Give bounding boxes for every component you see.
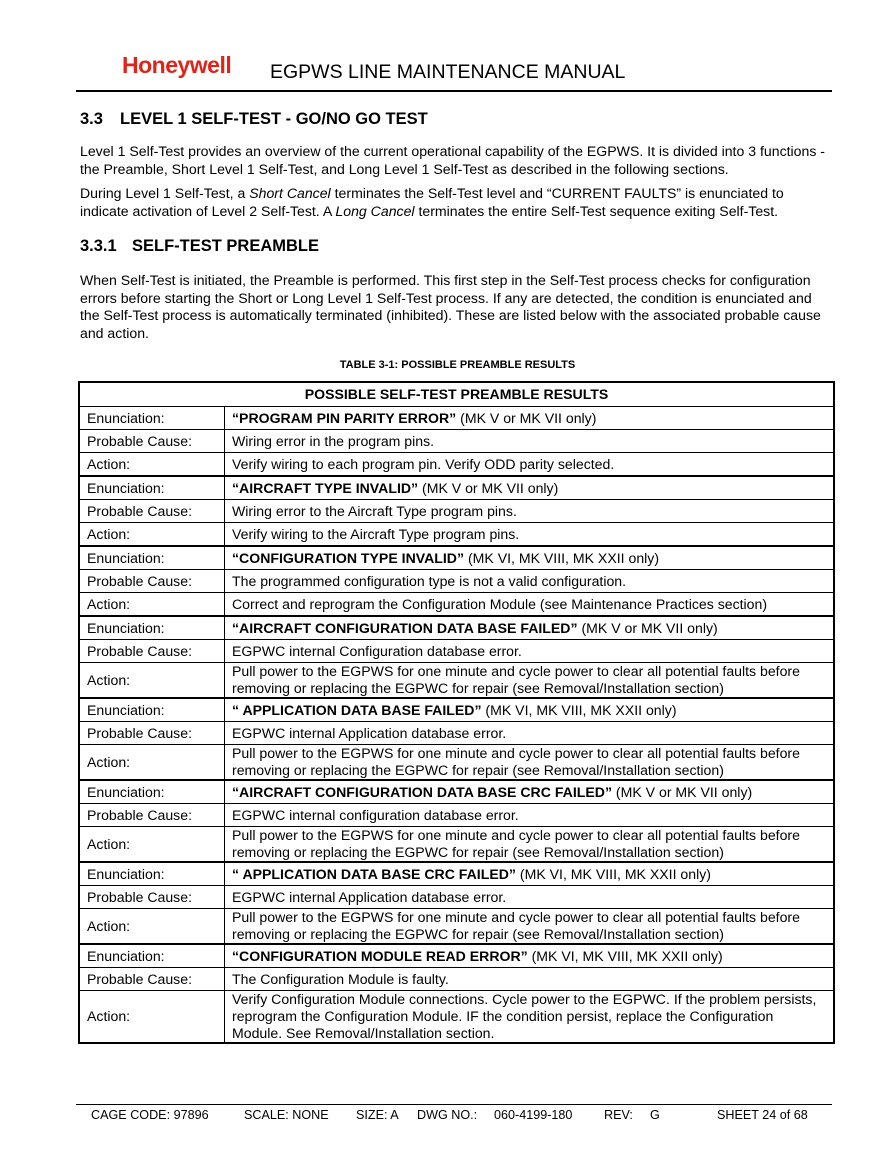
probable-cause-label: Probable Cause: [79, 968, 225, 991]
subsection-number: 3.3.1 [80, 237, 117, 255]
cage-code: CAGE CODE: 97896 [91, 1108, 209, 1122]
probable-cause-value: The Configuration Module is faulty. [225, 968, 835, 991]
probable-cause-value: EGPWC internal configuration database error. [225, 804, 835, 827]
para2-text-c: terminates the entire Self-Test sequence exiting Self-Test. [414, 202, 779, 219]
dwg-label: DWG NO.: [417, 1108, 478, 1122]
probable-cause-value: The programmed configuration type is not a valid configuration. [225, 570, 835, 593]
probable-cause-row [79, 968, 834, 991]
enunciation-message: “CONFIGURATION MODULE READ ERROR” [232, 947, 528, 964]
probable-cause-row [79, 722, 834, 745]
enunciation-label: Enunciation: [79, 780, 225, 804]
enunciation-message: “AIRCRAFT CONFIGURATION DATA BASE CRC FAILED” [232, 783, 612, 800]
enunciation-label: Enunciation: [79, 944, 225, 968]
size: SIZE: A [356, 1108, 399, 1122]
action-row [79, 909, 834, 945]
probable-cause-value: Wiring error in the program pins. [225, 430, 835, 453]
page-footer [76, 1104, 832, 1122]
probable-cause-label: Probable Cause: [79, 430, 225, 453]
probable-cause-label: Probable Cause: [79, 640, 225, 663]
action-row [79, 523, 834, 547]
table-body [79, 407, 834, 1044]
rev-value: G [650, 1108, 660, 1122]
applicable-models: (MK V or MK VII only) [418, 479, 559, 496]
applicable-models: (MK V or MK VII only) [577, 619, 718, 636]
action-label: Action: [79, 663, 225, 699]
section-paragraph-2 [80, 185, 830, 220]
applicable-models: (MK VI, MK VIII, MK XXII only) [464, 549, 660, 566]
enunciation-value [225, 780, 835, 804]
scale: SCALE: NONE [244, 1108, 329, 1122]
manual-title: EGPWS LINE MAINTENANCE MANUAL [270, 61, 626, 83]
enunciation-row [79, 407, 834, 430]
action-label: Action: [79, 523, 225, 547]
honeywell-logo: Honeywell [122, 52, 232, 78]
probable-cause-label: Probable Cause: [79, 500, 225, 523]
rev-label: REV: [604, 1108, 633, 1122]
section-number: 3.3 [80, 110, 103, 128]
action-value: Verify Configuration Module connections. Cycle power to the EGPWC. If the problem persists, reprogram the Configuration Module. IF the condition persist, replace the Configuration Module. See Removal/Installation section. [225, 991, 835, 1044]
action-row [79, 453, 834, 477]
action-row [79, 745, 834, 781]
enunciation-message: “AIRCRAFT CONFIGURATION DATA BASE FAILED” [232, 619, 578, 636]
action-row [79, 991, 834, 1044]
probable-cause-value: EGPWC internal Application database error. [225, 886, 835, 909]
enunciation-value [225, 862, 835, 886]
section-paragraph-1: Level 1 Self-Test provides an overview of the current operational capability of the EGPWS. It is divided into 3 functions - the Preamble, Short Level 1 Self-Test, and Long Level 1 Self-Test as described in the following sections. [80, 143, 825, 177]
action-value: Pull power to the EGPWS for one minute and cycle power to clear all potential faults before removing or replacing the EGPWC for repair (see Removal/Installation section) [225, 909, 835, 945]
action-label: Action: [79, 745, 225, 781]
section-title: LEVEL 1 SELF-TEST - GO/NO GO TEST [120, 110, 428, 128]
probable-cause-label: Probable Cause: [79, 804, 225, 827]
enunciation-value [225, 476, 835, 500]
applicable-models: (MK V or MK VII only) [456, 409, 597, 426]
probable-cause-value: Wiring error to the Aircraft Type program pins. [225, 500, 835, 523]
enunciation-value [225, 616, 835, 640]
applicable-models: (MK VI, MK VIII, MK XXII only) [527, 947, 723, 964]
action-value: Pull power to the EGPWS for one minute and cycle power to clear all potential faults before removing or replacing the EGPWC for repair (see Removal/Installation section) [225, 745, 835, 781]
table-header: POSSIBLE SELF-TEST PREAMBLE RESULTS [79, 382, 834, 407]
enunciation-value [225, 546, 835, 570]
enunciation-label: Enunciation: [79, 616, 225, 640]
enunciation-row [79, 944, 834, 968]
action-label: Action: [79, 909, 225, 945]
enunciation-value [225, 407, 835, 430]
subsection-paragraph: When Self-Test is initiated, the Preamble is performed. This first step in the Self-Test process checks for configuration errors before starting the Short or Long Level 1 Self-Test process. If any are detected, the condition is enunciated and the Self-Test process is automatically terminated (inhibited). These are listed below with the associated probable cause and action. [80, 272, 821, 341]
para2-text-b: terminates the Self-Test level and “CURRENT FAULTS” is enunciated to indicate activation of Level 2 Self-Test. A [80, 185, 784, 219]
enunciation-value [225, 698, 835, 722]
probable-cause-row [79, 500, 834, 523]
enunciation-label: Enunciation: [79, 698, 225, 722]
action-row [79, 593, 834, 617]
enunciation-message: “CONFIGURATION TYPE INVALID” [232, 549, 465, 566]
enunciation-message: “ APPLICATION DATA BASE FAILED” [232, 701, 482, 718]
long-cancel-term: Long Cancel [335, 202, 415, 219]
dwg-number: 060-4199-180 [494, 1108, 573, 1122]
action-row [79, 663, 834, 699]
enunciation-row [79, 546, 834, 570]
action-value: Verify wiring to each program pin. Verify ODD parity selected. [225, 453, 835, 477]
action-label: Action: [79, 453, 225, 477]
probable-cause-value: EGPWC internal Configuration database error. [225, 640, 835, 663]
probable-cause-row [79, 804, 834, 827]
probable-cause-row [79, 430, 834, 453]
probable-cause-label: Probable Cause: [79, 722, 225, 745]
enunciation-row [79, 476, 834, 500]
probable-cause-row [79, 886, 834, 909]
section-heading [80, 110, 830, 129]
preamble-results-table [78, 381, 835, 1044]
applicable-models: (MK VI, MK VIII, MK XXII only) [515, 865, 711, 882]
action-row [79, 827, 834, 863]
probable-cause-row [79, 570, 834, 593]
table-caption: TABLE 3-1: POSSIBLE PREAMBLE RESULTS [339, 359, 576, 371]
sheet-number: SHEET 24 of 68 [717, 1108, 808, 1122]
subsection-heading [80, 237, 830, 256]
action-value: Pull power to the EGPWS for one minute and cycle power to clear all potential faults before removing or replacing the EGPWC for repair (see Removal/Installation section) [225, 663, 835, 699]
probable-cause-label: Probable Cause: [79, 886, 225, 909]
page-header [76, 52, 832, 92]
main-content [80, 110, 830, 342]
enunciation-message: “ APPLICATION DATA BASE CRC FAILED” [232, 865, 516, 882]
short-cancel-term: Short Cancel [249, 185, 331, 201]
action-label: Action: [79, 827, 225, 863]
enunciation-row [79, 616, 834, 640]
probable-cause-row [79, 640, 834, 663]
enunciation-label: Enunciation: [79, 862, 225, 886]
enunciation-label: Enunciation: [79, 546, 225, 570]
enunciation-message: “PROGRAM PIN PARITY ERROR” [232, 409, 457, 426]
probable-cause-label: Probable Cause: [79, 570, 225, 593]
enunciation-row [79, 698, 834, 722]
enunciation-row [79, 862, 834, 886]
enunciation-value [225, 944, 835, 968]
enunciation-message: “AIRCRAFT TYPE INVALID” [232, 479, 419, 496]
enunciation-label: Enunciation: [79, 476, 225, 500]
action-value: Verify wiring to the Aircraft Type program pins. [225, 523, 835, 547]
para2-text-a: During Level 1 Self-Test, a [80, 185, 250, 201]
action-label: Action: [79, 593, 225, 617]
probable-cause-value: EGPWC internal Application database error. [225, 722, 835, 745]
action-value: Correct and reprogram the Configuration Module (see Maintenance Practices section) [225, 593, 835, 617]
applicable-models: (MK VI, MK VIII, MK XXII only) [481, 701, 677, 718]
action-label: Action: [79, 991, 225, 1044]
subsection-title: SELF-TEST PREAMBLE [132, 237, 320, 255]
enunciation-label: Enunciation: [79, 407, 225, 430]
applicable-models: (MK V or MK VII only) [612, 783, 753, 800]
enunciation-row [79, 780, 834, 804]
action-value: Pull power to the EGPWS for one minute and cycle power to clear all potential faults before removing or replacing the EGPWC for repair (see Removal/Installation section) [225, 827, 835, 863]
